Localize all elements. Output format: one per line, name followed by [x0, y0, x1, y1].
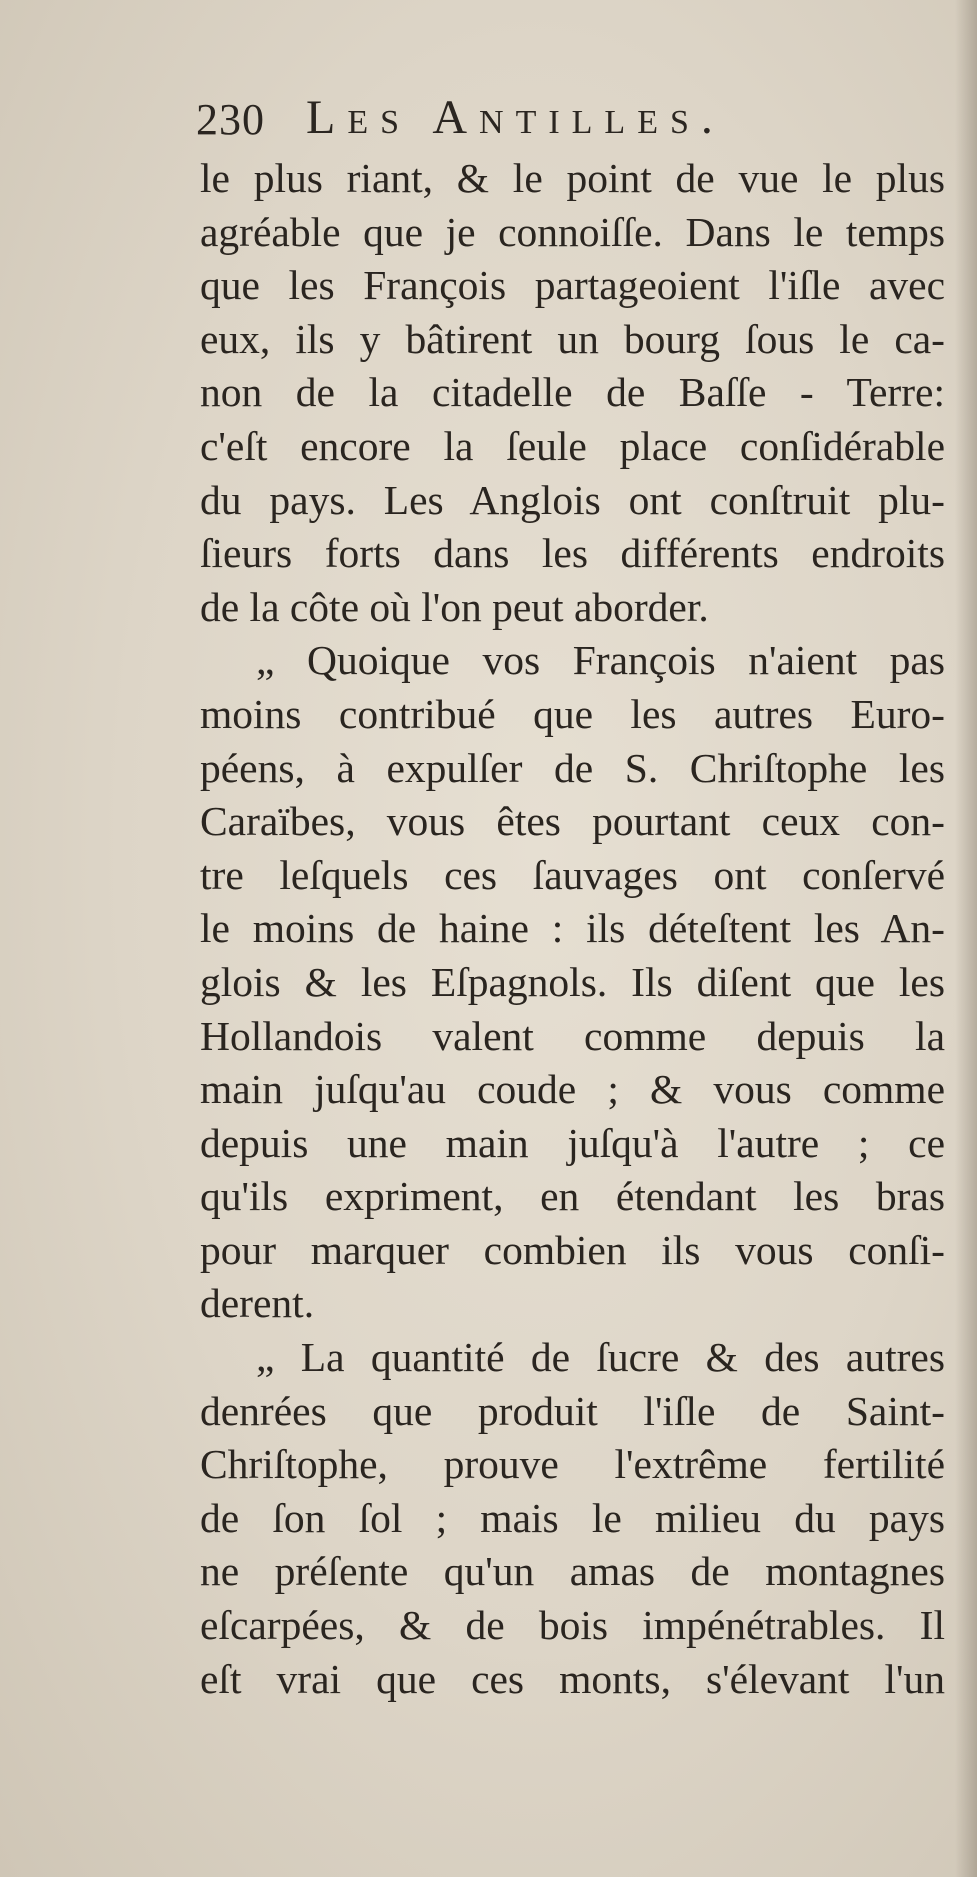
running-head: Les Antilles.	[306, 91, 725, 144]
text-line: de ſon ſol ; mais le milieu du pays	[200, 1494, 945, 1541]
text-line: Caraïbes, vous êtes pourtant ceux con-	[200, 798, 945, 845]
page-gutter-shadow	[955, 0, 977, 1877]
text-line: le moins de haine : ils déteſtent les An-	[200, 905, 945, 952]
text-line: „ La quantité de ſucre & des autres	[256, 1334, 945, 1381]
body-text	[200, 152, 945, 1706]
text-line: ne préſente qu'un amas de montagnes	[200, 1548, 945, 1595]
text-line: derent.	[200, 1280, 315, 1327]
text-line: c'eſt encore la ſeule place conſidérable	[200, 422, 945, 469]
text-line: Chriſtophe, prouve l'extrême fertilité	[200, 1441, 945, 1488]
page-header	[196, 88, 936, 144]
text-line: main juſqu'au coude ; & vous comme	[200, 1066, 945, 1113]
text-line: eux, ils y bâtirent un bourg ſous le ca-	[200, 315, 945, 362]
text-line: péens, à expulſer de S. Chriſtophe les	[200, 744, 945, 791]
page-number: 230	[196, 95, 265, 144]
text-line: denrées que produit l'iſle de Saint-	[200, 1387, 945, 1434]
text-line: eſcarpées, & de bois impénétrables. Il	[200, 1602, 945, 1649]
text-line: non de la citadelle de Baſſe - Terre:	[200, 369, 945, 416]
text-line: Hollandois valent comme depuis la	[200, 1012, 945, 1059]
text-line: „ Quoique vos François n'aient pas	[256, 637, 945, 684]
text-line: eſt vrai que ces monts, s'élevant l'un	[200, 1655, 945, 1702]
text-line: depuis une main juſqu'à l'autre ; ce	[200, 1119, 945, 1166]
text-line: moins contribué que les autres Euro-	[200, 690, 945, 737]
text-line: du pays. Les Anglois ont conſtruit plu-	[200, 476, 945, 523]
text-line: qu'ils expriment, en étendant les bras	[200, 1173, 945, 1220]
text-line: glois & les Eſpagnols. Ils diſent que les	[200, 958, 945, 1005]
text-line: ſieurs forts dans les différents endroits	[200, 530, 945, 577]
text-line: de la côte où l'on peut aborder.	[200, 583, 709, 630]
text-line: agréable que je connoiſſe. Dans le temps	[200, 208, 945, 255]
text-line: que les François partageoient l'iſle avec	[200, 262, 945, 309]
text-line: le plus riant, & le point de vue le plus	[200, 155, 945, 201]
text-line: tre leſquels ces ſauvages ont conſervé	[200, 851, 945, 898]
text-line: pour marquer combien ils vous conſi-	[200, 1226, 945, 1273]
